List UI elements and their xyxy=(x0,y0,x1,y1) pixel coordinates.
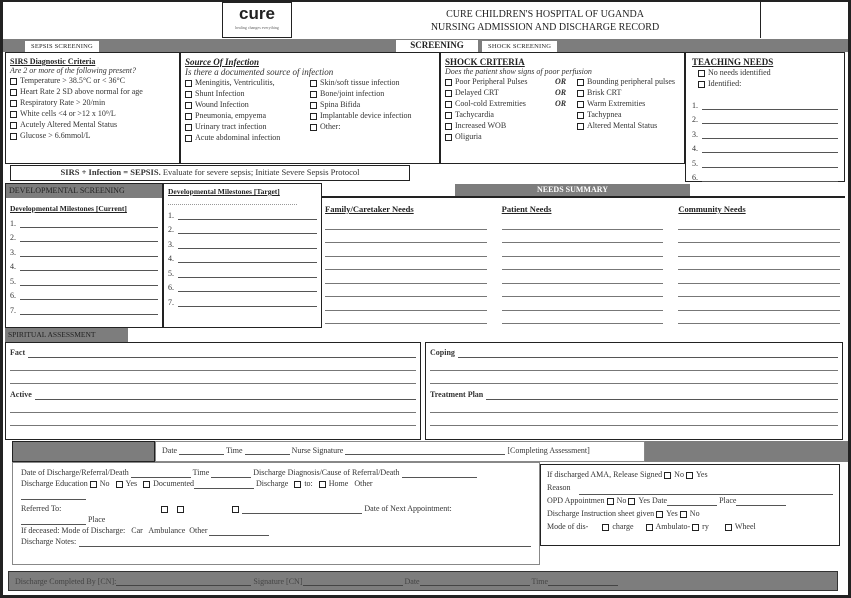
infection-item[interactable]: Skin/soft tissue infection xyxy=(310,77,412,88)
text-line[interactable] xyxy=(20,314,158,315)
opd-yes-checkbox[interactable] xyxy=(628,498,635,505)
form-title: CURE CHILDREN'S HOSPITAL OF UGANDA NURSING ADMISSION AND DISCHARGE RECORD xyxy=(430,9,660,33)
checkbox[interactable] xyxy=(10,78,17,85)
teaching-need-line[interactable]: 3. xyxy=(692,124,838,139)
referred-checkbox-3[interactable] xyxy=(232,506,239,513)
infection-item[interactable]: Meningitis, Ventriculitis, xyxy=(185,77,310,88)
infection-item[interactable]: Other: xyxy=(310,121,412,132)
checkbox[interactable] xyxy=(10,100,17,107)
time-field[interactable] xyxy=(245,454,290,455)
shock-item[interactable]: Oliguria xyxy=(445,131,555,142)
checkbox[interactable] xyxy=(698,70,705,77)
text-line[interactable] xyxy=(20,256,158,257)
needs-column: Patient Needs xyxy=(502,204,664,324)
text-line[interactable] xyxy=(178,219,317,220)
discharge-completed-bar: Discharge Completed By [CN]: Signature [CN] Date Time xyxy=(8,571,838,591)
text-line[interactable] xyxy=(702,152,838,153)
current-milestone-line[interactable]: 7. xyxy=(10,300,158,315)
shock-item[interactable]: Altered Mental Status xyxy=(577,120,675,131)
checkbox[interactable] xyxy=(310,124,317,131)
needs-columns xyxy=(325,204,840,324)
shock-item[interactable]: Poor Peripheral Pulses xyxy=(445,76,555,87)
checkbox[interactable] xyxy=(185,113,192,120)
referred-checkbox-1[interactable] xyxy=(161,506,168,513)
text-line[interactable] xyxy=(702,138,838,139)
checkbox[interactable] xyxy=(445,79,452,86)
shock-item[interactable]: Brisk CRT xyxy=(577,87,675,98)
checkbox[interactable] xyxy=(577,79,584,86)
opd-date-field[interactable] xyxy=(667,505,717,506)
checkbox[interactable] xyxy=(577,112,584,119)
text-line[interactable] xyxy=(702,167,838,168)
reason-field[interactable] xyxy=(579,482,833,495)
needs-line[interactable] xyxy=(502,257,664,271)
sirs-item[interactable]: White cells <4 or >12 x 10⁹/L xyxy=(10,108,175,119)
shock-item[interactable]: Cool-cold Extremities xyxy=(445,98,555,109)
needs-line[interactable] xyxy=(502,311,664,325)
text-line[interactable] xyxy=(178,291,317,292)
checkbox[interactable] xyxy=(310,102,317,109)
text-line[interactable] xyxy=(20,270,158,271)
needs-column: Family/Caretaker Needs xyxy=(325,204,487,324)
completed-by-field[interactable] xyxy=(116,585,251,586)
current-milestone-line[interactable]: 4. xyxy=(10,257,158,272)
infection-item[interactable]: Pneumonia, empyema xyxy=(185,110,310,121)
signature-bar-right xyxy=(645,441,848,462)
needs-line[interactable] xyxy=(502,284,664,298)
text-line[interactable] xyxy=(20,299,158,300)
dev-current: DEVELOPMENTAL SCREENING Developmental Milestones [Current] 1. 2. 3. 4. 5. 6. 7. xyxy=(5,183,163,328)
checkbox[interactable] xyxy=(10,111,17,118)
signature-field[interactable] xyxy=(303,585,403,586)
discharge-to-checkbox[interactable] xyxy=(294,481,301,488)
sirs-item[interactable]: Acutely Altered Mental Status xyxy=(10,119,175,130)
checkbox[interactable] xyxy=(577,101,584,108)
text-line[interactable] xyxy=(20,227,158,228)
needs-line[interactable] xyxy=(678,243,840,257)
other-field[interactable] xyxy=(21,499,86,500)
tab-screening[interactable]: SCREENING xyxy=(396,40,478,52)
needs-line[interactable] xyxy=(678,311,840,325)
needs-line[interactable] xyxy=(325,230,487,244)
documented-field[interactable] xyxy=(194,488,254,489)
needs-line[interactable] xyxy=(678,216,840,230)
treatment-plan-field[interactable] xyxy=(486,389,838,400)
teaching-need-line[interactable]: 2. xyxy=(692,110,838,125)
dev-target: Developmental Milestones [Target] 1. 2. 3. 4. 5. 6. 7. xyxy=(163,183,322,328)
needs-line[interactable] xyxy=(325,270,487,284)
checkbox[interactable] xyxy=(10,122,17,129)
sirs-item[interactable]: Heart Rate 2 SD above normal for age xyxy=(10,86,175,97)
target-milestone-line[interactable]: 6. xyxy=(168,278,317,293)
text-line[interactable] xyxy=(178,248,317,249)
needs-line[interactable] xyxy=(325,216,487,230)
footer-date-field[interactable] xyxy=(420,585,530,586)
teaching-option-item[interactable]: Identified: xyxy=(698,78,838,89)
text-line[interactable] xyxy=(20,285,158,286)
target-milestone-line[interactable]: 2. xyxy=(168,220,317,235)
text-line[interactable] xyxy=(702,123,838,124)
referred-checkbox-2[interactable] xyxy=(177,506,184,513)
discharge-right-section: If discharged AMA, Release Signed No Yes Reason OPD Appointmen No Yes Date Place Discharge Instruction sheet given Yes No Mode of dis- charge Ambulato- ry Wheel xyxy=(540,464,840,546)
infection-item[interactable]: Implantable device infection xyxy=(310,110,412,121)
or-label: OR xyxy=(555,99,567,108)
sirs-section: SIRS Diagnostic Criteria Are 2 or more of the following present? Temperature > 38.5°C or < 36°C Heart Rate 2 SD above normal for age Respiratory Rate > 20/min White cells <4 or >12 x 10⁹/L Acutely Altered Mental Status Glucose > 6.6mmol/L xyxy=(5,52,180,164)
tab-shock-screening[interactable]: SHOCK SCREENING xyxy=(482,41,557,52)
current-milestone-line[interactable]: 6. xyxy=(10,286,158,301)
fact-field[interactable] xyxy=(28,347,416,358)
text-line[interactable] xyxy=(178,262,317,263)
checkbox[interactable] xyxy=(10,89,17,96)
checkbox[interactable] xyxy=(185,135,192,142)
ry-checkbox[interactable] xyxy=(692,524,699,531)
needs-line[interactable] xyxy=(502,297,664,311)
infection-item[interactable]: Spina Bifida xyxy=(310,99,412,110)
teaching-need-line[interactable]: 1. xyxy=(692,95,838,110)
checkbox[interactable] xyxy=(310,91,317,98)
target-milestone-line[interactable]: 5. xyxy=(168,263,317,278)
shock-item[interactable]: Warm Extremities xyxy=(577,98,675,109)
target-milestone-line[interactable]: 1. xyxy=(168,205,317,220)
needs-line[interactable] xyxy=(678,230,840,244)
target-milestone-line[interactable]: 3. xyxy=(168,234,317,249)
coping-field[interactable] xyxy=(458,347,838,358)
shock-item[interactable]: Increased WOB xyxy=(445,120,555,131)
active-field[interactable] xyxy=(35,389,416,400)
needs-line[interactable] xyxy=(325,257,487,271)
text-line[interactable] xyxy=(178,233,317,234)
referred-field[interactable] xyxy=(242,513,362,514)
needs-line[interactable] xyxy=(678,284,840,298)
infection-item[interactable]: Shunt Infection xyxy=(185,88,310,99)
needs-summary-header: NEEDS SUMMARY xyxy=(455,184,690,196)
tab-sepsis-screening[interactable]: SEPSIS SCREENING xyxy=(25,41,99,52)
teaching-option-item[interactable]: No needs identified xyxy=(698,67,838,78)
checkbox[interactable] xyxy=(185,80,192,87)
text-line[interactable] xyxy=(20,241,158,242)
teaching-need-line[interactable]: 5. xyxy=(692,153,838,168)
or-label: OR xyxy=(555,88,567,97)
shock-item[interactable]: Bounding peripheral pulses xyxy=(577,76,675,87)
teaching-section: TEACHING NEEDS No needs identified Identified: 1. 2. 3. 4. 5. 6. xyxy=(685,52,845,182)
spiritual-right: Coping Treatment Plan xyxy=(425,342,843,440)
mode-charge-checkbox[interactable] xyxy=(602,524,609,531)
infection-item[interactable]: Acute abdominal infection xyxy=(185,132,310,143)
checkbox[interactable] xyxy=(185,91,192,98)
shock-item[interactable]: Tachycardia xyxy=(445,109,555,120)
needs-line[interactable] xyxy=(678,257,840,271)
ama-no-checkbox[interactable] xyxy=(664,472,671,479)
checkbox[interactable] xyxy=(698,81,705,88)
discharge-section: Date of Discharge/Referral/Death Time Discharge Diagnosis/Cause of Referral/Death Discharge Education No Yes Documented Discharge to: Home Other Referred To: Date of Next Appointment: Place If deceased: Mode of Discharge: Car Ambulance Other Discharge Notes: xyxy=(12,462,540,565)
checkbox[interactable] xyxy=(445,101,452,108)
spiritual-left: Fact Active xyxy=(5,342,421,440)
current-milestone-line[interactable]: 2. xyxy=(10,228,158,243)
sirs-item[interactable]: Temperature > 38.5°C or < 36°C xyxy=(10,75,175,86)
footer-time-field[interactable] xyxy=(548,585,618,586)
signature-bar: Date Time Nurse Signature [Completing Assessment] xyxy=(155,441,645,462)
education-yes-checkbox[interactable] xyxy=(116,481,123,488)
checkbox[interactable] xyxy=(310,80,317,87)
current-milestone-line[interactable]: 3. xyxy=(10,242,158,257)
spiritual-header: SPIRITUAL ASSESSMENT xyxy=(5,328,128,342)
diagnosis-field[interactable] xyxy=(402,477,477,478)
needs-line[interactable] xyxy=(502,243,664,257)
opd-no-checkbox[interactable] xyxy=(607,498,614,505)
divider xyxy=(322,196,845,198)
checkbox[interactable] xyxy=(445,134,452,141)
teaching-need-line[interactable]: 4. xyxy=(692,139,838,154)
needs-line[interactable] xyxy=(325,311,487,325)
checkbox[interactable] xyxy=(185,124,192,131)
checkbox[interactable] xyxy=(310,113,317,120)
target-milestone-line[interactable]: 7. xyxy=(168,292,317,307)
home-checkbox[interactable] xyxy=(319,481,326,488)
needs-line[interactable] xyxy=(678,270,840,284)
infection-item[interactable]: Urinary tract infection xyxy=(185,121,310,132)
checkbox[interactable] xyxy=(577,90,584,97)
needs-line[interactable] xyxy=(325,284,487,298)
checkbox[interactable] xyxy=(577,123,584,130)
target-milestone-line[interactable]: 4. xyxy=(168,249,317,264)
checkbox[interactable] xyxy=(10,133,17,140)
date-field[interactable] xyxy=(179,454,224,455)
instruction-no-checkbox[interactable] xyxy=(680,511,687,518)
checkbox[interactable] xyxy=(445,112,452,119)
needs-line[interactable] xyxy=(502,216,664,230)
instruction-yes-checkbox[interactable] xyxy=(656,511,663,518)
sepsis-rule: SIRS + Infection = SEPSIS. Evaluate for severe sepsis; Initiate Severe Sepsis Protocol xyxy=(10,165,410,181)
text-line[interactable] xyxy=(178,277,317,278)
opd-place-field[interactable] xyxy=(736,505,786,506)
needs-line[interactable] xyxy=(502,270,664,284)
teaching-need-line[interactable]: 6. xyxy=(692,168,838,183)
text-line[interactable] xyxy=(702,181,838,182)
infection-item[interactable]: Bone/joint infection xyxy=(310,88,412,99)
checkbox[interactable] xyxy=(185,102,192,109)
needs-line[interactable] xyxy=(678,297,840,311)
checkbox[interactable] xyxy=(445,90,452,97)
needs-column: Community Needs xyxy=(678,204,840,324)
education-no-checkbox[interactable] xyxy=(90,481,97,488)
needs-line[interactable] xyxy=(325,297,487,311)
checkbox[interactable] xyxy=(445,123,452,130)
ama-yes-checkbox[interactable] xyxy=(686,472,693,479)
current-milestone-line[interactable]: 5. xyxy=(10,271,158,286)
signature-bar-left xyxy=(12,441,155,462)
text-line[interactable] xyxy=(178,306,317,307)
needs-line[interactable] xyxy=(325,243,487,257)
needs-line[interactable] xyxy=(502,230,664,244)
shock-section: SHOCK CRITERIA Does the patient show signs of poor perfusion Poor Peripheral Pulses Delayed CRT Cool-cold Extremities Tachycardia Increased WOB Oliguria OR OR OR Bounding peripheral pulses Brisk CRT Warm Extremities Tachypnea Altered Mental Status xyxy=(440,52,685,164)
divider xyxy=(760,2,761,38)
shock-item[interactable]: Delayed CRT xyxy=(445,87,555,98)
logo: cure healing changes everything xyxy=(222,2,292,38)
current-milestone-line[interactable]: 1. xyxy=(10,213,158,228)
sirs-item[interactable]: Respiratory Rate > 20/min xyxy=(10,97,175,108)
documented-checkbox[interactable] xyxy=(143,481,150,488)
discharge-notes-field[interactable] xyxy=(79,536,531,547)
nurse-signature-field[interactable] xyxy=(345,454,505,455)
text-line[interactable] xyxy=(702,109,838,110)
ambulatory-checkbox[interactable] xyxy=(646,524,653,531)
sirs-item[interactable]: Glucose > 6.6mmol/L xyxy=(10,130,175,141)
infection-item[interactable]: Wound Infection xyxy=(185,99,310,110)
or-label: OR xyxy=(555,77,567,86)
wheel-checkbox[interactable] xyxy=(725,524,732,531)
shock-item[interactable]: Tachypnea xyxy=(577,109,675,120)
infection-section: Source Of Infection Is there a documented source of infection Meningitis, Ventriculitis, Shunt Infection Wound Infection Pneumonia, empyema Urinary tract infection Acute abdominal infection Skin/soft tissue infection Bone/joint infection Spina Bifida Implantable device infection Other: xyxy=(180,52,440,164)
